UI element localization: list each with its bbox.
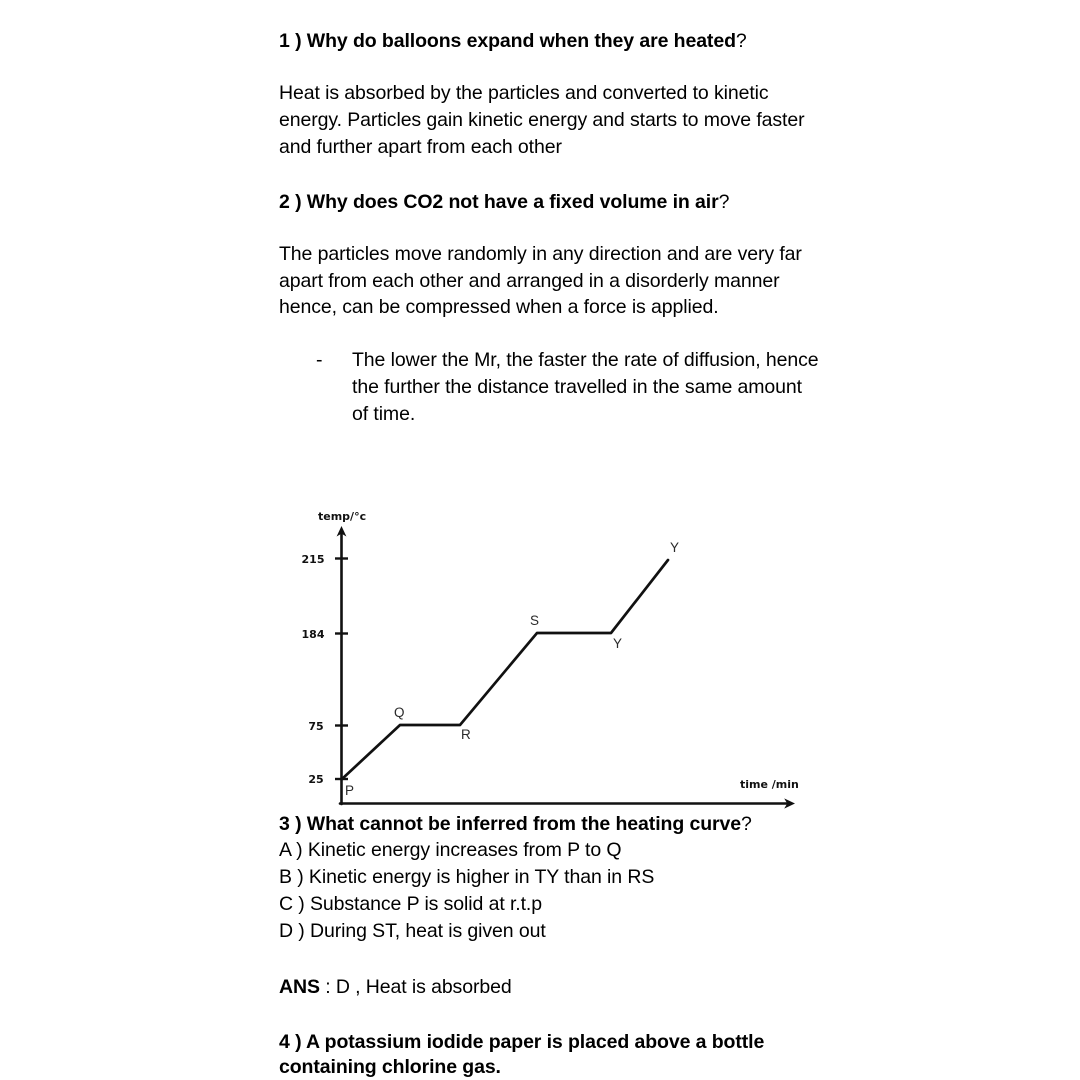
spacer-before-q2 — [279, 161, 819, 190]
question-2-heading-bold: 2 ) Why does CO2 not have a fixed volume in air — [279, 190, 719, 213]
question-4-heading — [279, 1030, 819, 1080]
heating-curve-figure — [300, 505, 820, 815]
question-3-option-c: C ) Substance P is solid at r.t.p — [279, 892, 542, 915]
curve-point-label-P: P — [345, 783, 355, 798]
answer-value: : D , Heat is absorbed — [319, 975, 512, 998]
spacer-before-q4 — [279, 1001, 819, 1030]
y-tick-label-184: 184 — [301, 628, 325, 641]
question-4-heading-bold: 4 ) A potassium iodide paper is placed above a bottle containing chlorine gas. — [279, 1030, 765, 1078]
question-3-block — [279, 812, 819, 1080]
question-3-option-a: A ) Kinetic energy increases from P to Q — [279, 838, 622, 861]
question-3-option-b: B ) Kinetic energy is higher in TY than in RS — [279, 865, 655, 888]
question-1-heading-bold: 1 ) Why do balloons expand when they are heated — [279, 30, 736, 52]
spacer-before-bullet — [279, 321, 819, 347]
spacer-q2 — [279, 215, 819, 241]
curve-point-label-Y: Y — [670, 540, 680, 555]
answer-label: ANS — [279, 975, 320, 998]
curve-point-label-S: S — [530, 613, 540, 628]
question-1-heading-mark: ? — [735, 30, 747, 52]
question-3-heading — [279, 812, 819, 837]
question-2-answer: The particles move randomly in any direction and are very far apart from each other and arranged in a disorderly manner hence, can be compressed when a force is applied. — [279, 242, 802, 319]
y-axis-title: temp/°c — [318, 510, 367, 523]
curve-point-label-Q: Q — [394, 705, 405, 720]
document-body — [279, 0, 819, 428]
y-tick-label-25: 25 — [308, 773, 324, 786]
question-3-heading-bold: 3 ) What cannot be inferred from the heating curve — [279, 813, 741, 835]
question-2-heading-mark: ? — [718, 190, 730, 213]
heating-curve-line — [342, 560, 668, 779]
spacer-q1 — [279, 54, 819, 80]
question-3-heading-mark: ? — [740, 813, 752, 835]
question-1-answer: Heat is absorbed by the particles and converted to kinetic energy. Particles gain kinetic energy and starts to move faster and further apart from each other — [279, 81, 805, 158]
top-spacer — [279, 0, 819, 29]
list-item — [316, 347, 819, 428]
heating-curve-chart — [300, 505, 820, 815]
question-3-option-d: D ) During ST, heat is given out — [279, 919, 546, 942]
question-3-answer — [279, 974, 819, 1001]
y-axis — [337, 526, 347, 804]
curve-point-label-R: R — [461, 727, 471, 742]
bullet-text: The lower the Mr, the faster the rate of diffusion, hence the further the distance travelled in the same amount of time. — [352, 349, 819, 426]
question-1-heading — [279, 29, 819, 54]
curve-point-label-T: Y — [613, 636, 623, 651]
y-tick-label-75: 75 — [308, 720, 324, 733]
x-axis — [340, 798, 795, 808]
bullet-dash-marker: - — [316, 349, 323, 372]
y-tick-label-215: 215 — [301, 553, 325, 566]
spacer-before-answer — [279, 945, 819, 974]
question-2-heading — [279, 190, 819, 215]
x-axis-title: time /min — [740, 778, 799, 791]
